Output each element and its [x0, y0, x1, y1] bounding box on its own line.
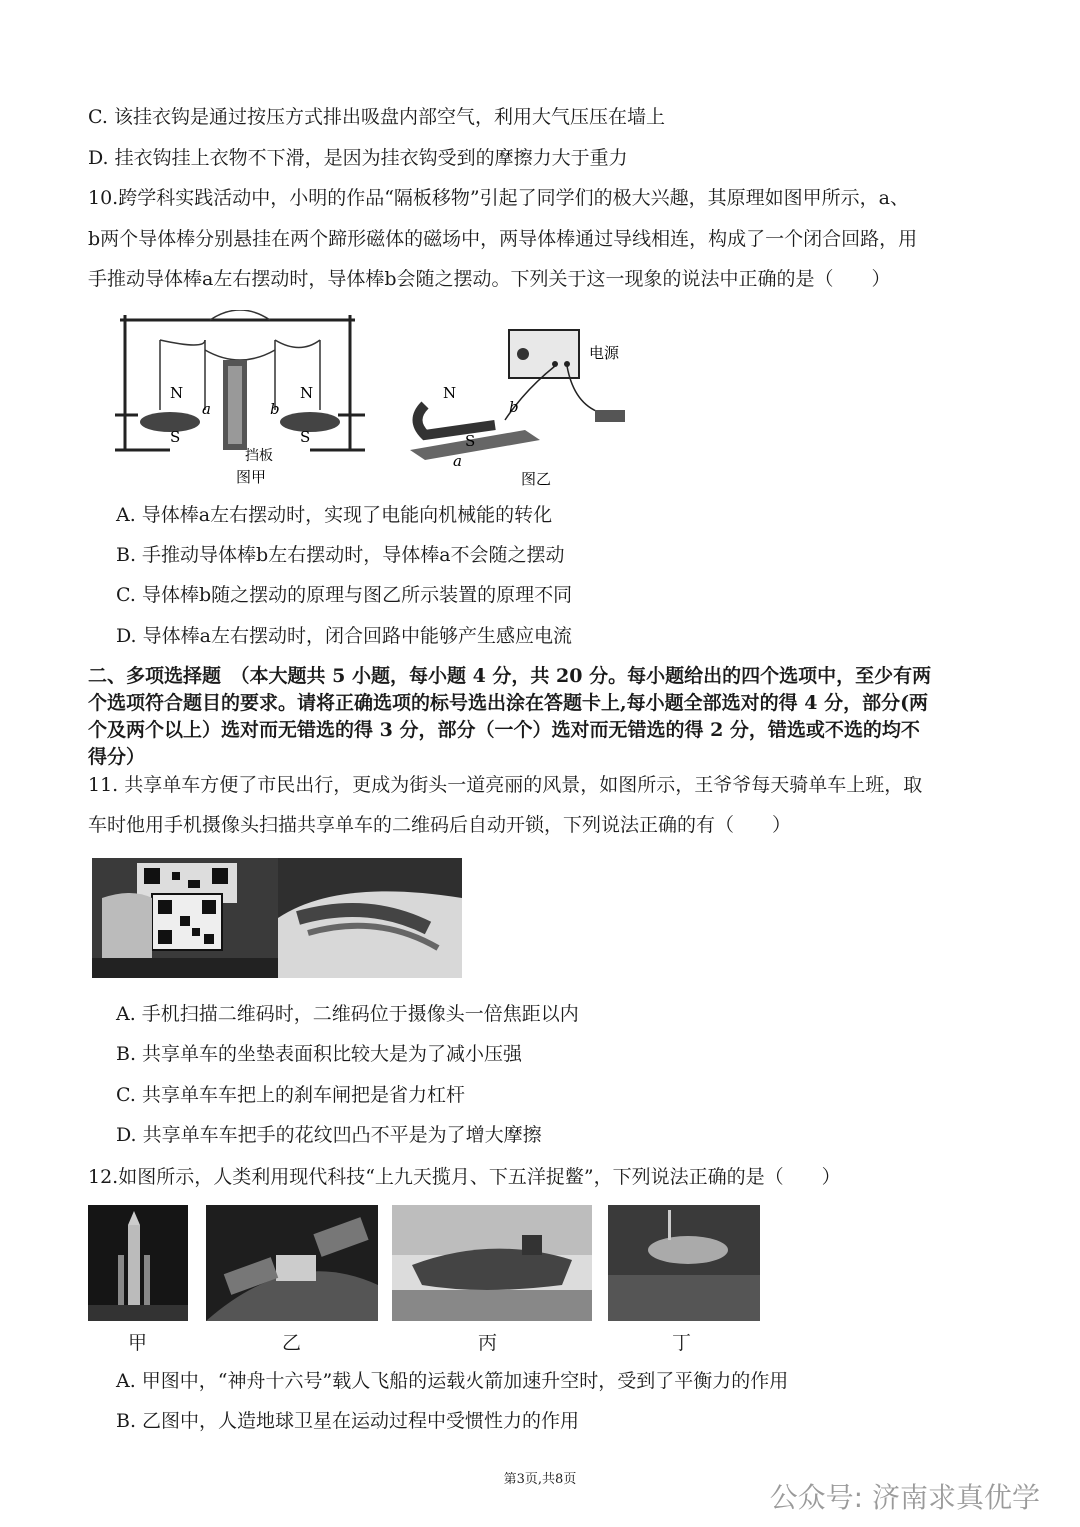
q10-option-d: D. 导体棒a左右摆动时，闭合回路中能够产生感应电流 — [116, 625, 572, 647]
q11-stem-1: 11. 共享单车方便了市民出行，更成为街头一道亮丽的风景，如图所示，王爷爷每天骑单车上班，取 — [88, 774, 923, 796]
fig-label-s3: S — [465, 432, 476, 450]
q10-option-b: B. 手推动导体棒b左右摆动时，导体棒a不会随之摆动 — [116, 544, 565, 566]
q10-stem-2: b两个导体棒分别悬挂在两个蹄形磁体的磁场中，两导体棒通过导线相连，构成了一个闭合回路，用 — [88, 228, 918, 250]
q12-option-a: A. 甲图中，“神舟十六号”载人飞船的运载火箭加速升空时，受到了平衡力的作用 — [116, 1370, 789, 1392]
fig-label-a2: a — [453, 452, 462, 470]
q11-option-b: B. 共享单车的坐垫表面积比较大是为了减小压强 — [116, 1043, 523, 1065]
fig-label-b: b — [270, 400, 280, 418]
section2-header-1: 二、多项选择题 （本大题共 5 小题，每小题 4 分，共 20 分。每小题给出的四个选项中，至少有两 — [88, 665, 932, 687]
q12-photo-seafloor — [608, 1205, 760, 1321]
q11-photo-bike — [278, 858, 462, 978]
section2-header-3: 个及两个以上）选对而无错选的得 3 分，部分（一个）选对而无错选的得 2 分，错选或不选的均不 — [88, 719, 920, 741]
fig-label-n1: N — [170, 384, 184, 402]
q12-photo-satellite — [206, 1205, 378, 1321]
fig-label-baffle: 挡板 — [245, 448, 273, 464]
q10-option-c: C. 导体棒b随之摆动的原理与图乙所示装置的原理不同 — [116, 584, 573, 606]
q11-photo-qrcode — [92, 858, 278, 978]
q11-option-a: A. 手机扫描二维码时，二维码位于摄像头一倍焦距以内 — [116, 1003, 579, 1025]
fig-caption-yi: 图乙 — [521, 470, 552, 488]
section2-header-4: 得分） — [88, 746, 146, 768]
q10-stem-1: 10.跨学科实践活动中，小明的作品“隔板移物”引起了同学们的极大兴趣，其原理如图甲所示，a、 — [88, 187, 909, 209]
fig-label-b2: b — [509, 398, 519, 416]
q12-label-yi: 乙 — [282, 1332, 302, 1354]
q10-stem-3: 手推动导体棒a左右摆动时，导体棒b会随之摆动。下列关于这一现象的说法中正确的是（ ） — [88, 268, 891, 290]
fig-label-s2: S — [300, 428, 311, 446]
q12-label-ding: 丁 — [672, 1332, 692, 1354]
page-number: 第3页,共8页 — [503, 1472, 577, 1487]
q9-option-c: C. 该挂衣钩是通过按压方式排出吸盘内部空气，利用大气压压在墙上 — [88, 106, 665, 128]
q9-option-d: D. 挂衣钩挂上衣物不下滑，是因为挂衣钩受到的摩擦力大于重力 — [88, 147, 628, 169]
q12-label-jia: 甲 — [128, 1332, 148, 1354]
section2-header-2: 个选项符合题目的要求。请将正确选项的标号选出涂在答题卡上,每小题全部选对的得 4 分，部分(两 — [88, 692, 929, 714]
q12-photo-rocket — [88, 1205, 188, 1321]
watermark: 公众号: 济南求真优学 — [769, 1481, 1040, 1514]
q11-stem-2: 车时他用手机摄像头扫描共享单车的二维码后自动开锁，下列说法正确的有（ ） — [88, 814, 792, 836]
q12-label-bing: 丙 — [478, 1332, 498, 1354]
q10-option-a: A. 导体棒a左右摆动时，实现了电能向机械能的转化 — [116, 504, 553, 526]
q11-option-c: C. 共享单车车把上的刹车闸把是省力杠杆 — [116, 1084, 465, 1106]
fig-label-a: a — [202, 400, 211, 418]
fig-label-power: 电源 — [589, 344, 620, 362]
figure-yi-diagram — [405, 320, 645, 490]
figure-jia-diagram — [110, 310, 370, 490]
q12-option-b: B. 乙图中，人造地球卫星在运动过程中受惯性力的作用 — [116, 1410, 580, 1432]
q12-photo-submersible — [392, 1205, 592, 1321]
fig-label-n3: N — [443, 384, 457, 402]
fig-label-s1: S — [170, 428, 181, 446]
fig-caption-jia: 图甲 — [236, 468, 267, 486]
fig-label-n2: N — [300, 384, 314, 402]
q11-option-d: D. 共享单车车把手的花纹凹凸不平是为了增大摩擦 — [116, 1124, 542, 1146]
q12-stem: 12.如图所示，人类利用现代科技“上九天揽月、下五洋捉鳖”，下列说法正确的是（ ） — [88, 1166, 841, 1188]
